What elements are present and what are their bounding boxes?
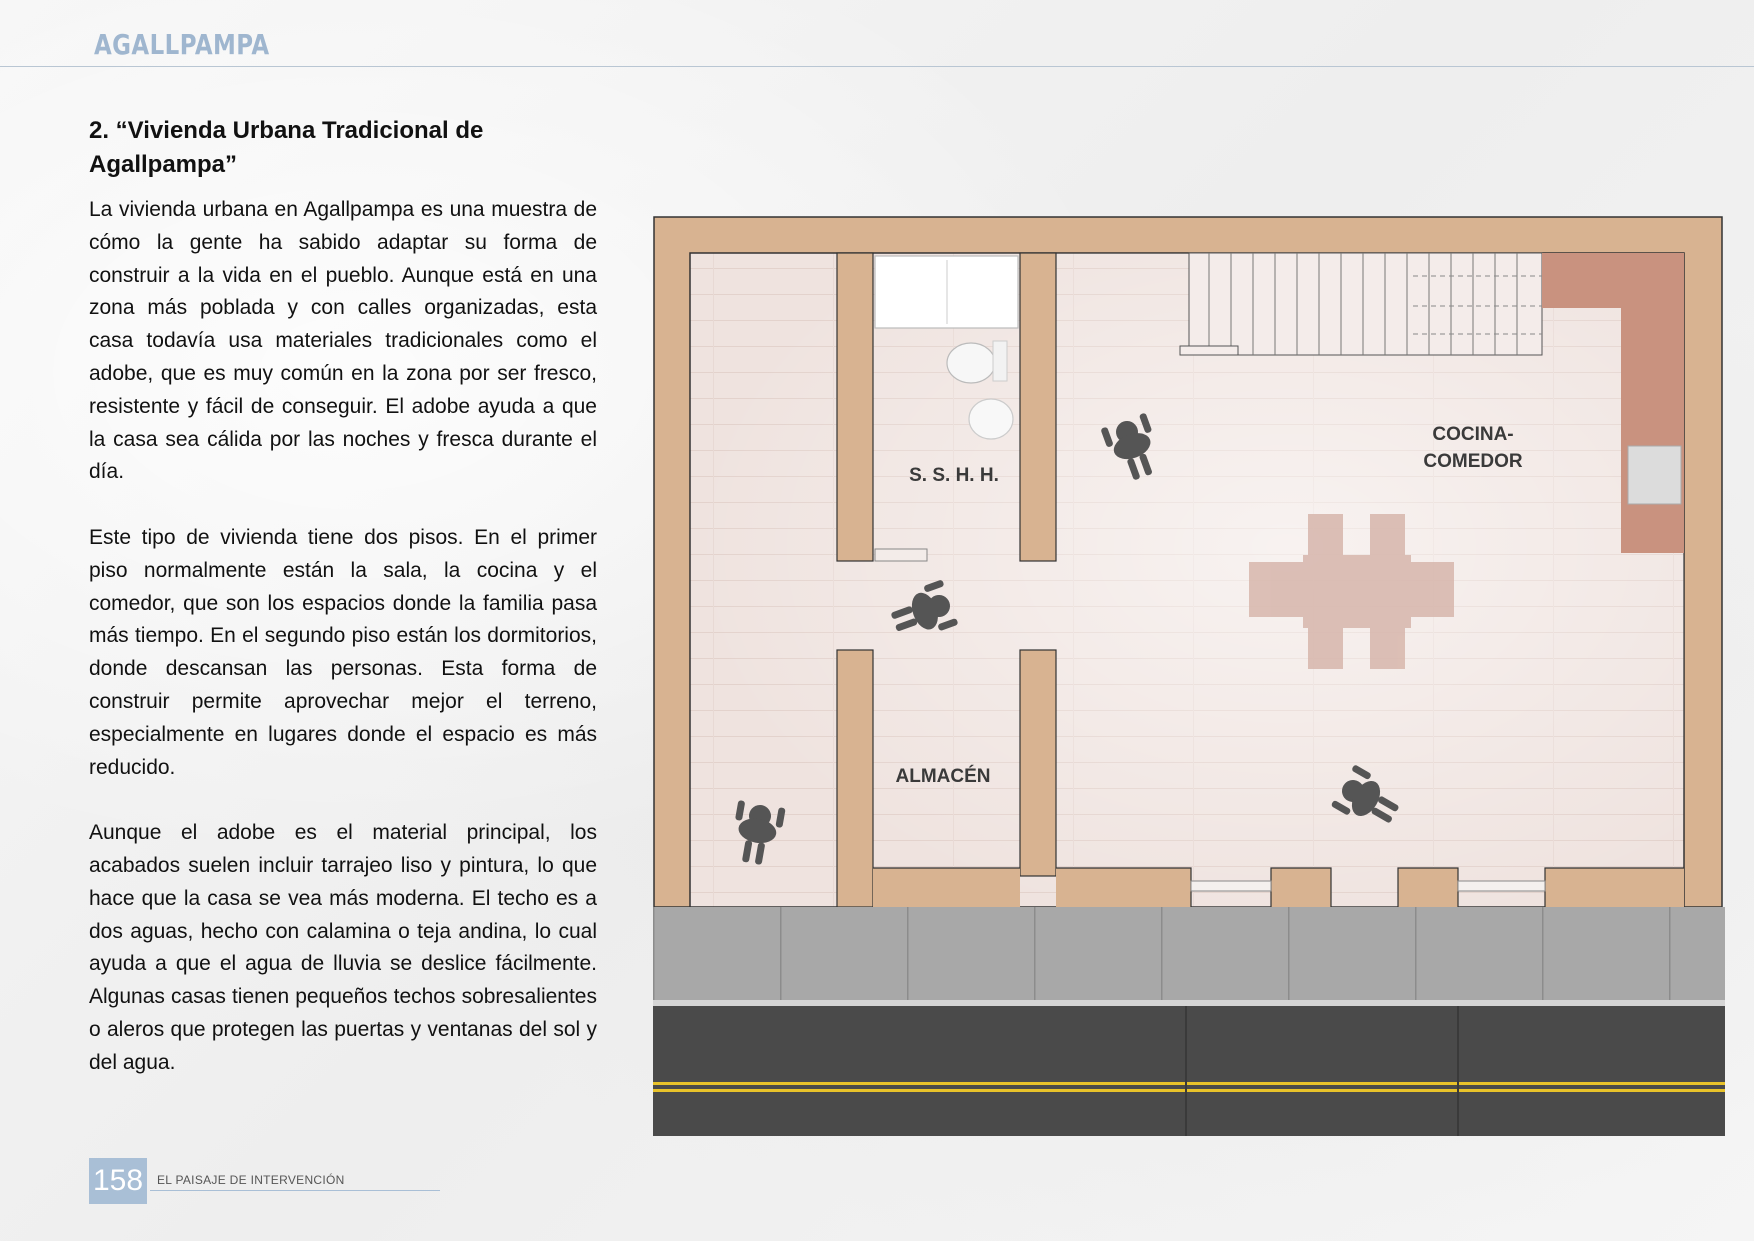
floor-plan-svg [653, 216, 1725, 1136]
header-brand: AGALLPAMPA [94, 28, 270, 61]
wall-segment [873, 868, 1020, 907]
paragraph: La vivienda urbana en Agallpampa es una muestra de cómo la gente ha sabido adaptar su forma de construir a la vida en el pueblo. Aunque está en una zona más poblada y con calles organizadas, esta casa todavía usa materiales tradicionales como el adobe, que es muy común en la zona por ser fresco, resistente y fácil de conseguir. El adobe ayuda a que la casa sea cálida por las noches y fresca durante el día. [89, 198, 597, 484]
wall-segment [1271, 868, 1331, 907]
room-label-bathroom: S. S. H. H. [909, 465, 999, 486]
room-label-kitchen-line-1: COCINA- [1432, 424, 1514, 445]
staircase [1180, 253, 1542, 355]
paragraph: Este tipo de vivienda tiene dos pisos. En el primer piso normalmente están la sala, la cocina y el comedor, que son los espacios donde la familia pasa más tiempo. En el segundo piso están los dormitorios, donde descansan las personas. Esta forma de construir permite aprovechar mejor el terreno, especialmente en lugares donde el espacio es más reducido. [89, 525, 597, 779]
wall-segment [837, 650, 873, 907]
window [1191, 881, 1271, 891]
window [1458, 881, 1545, 891]
room-label-storage: ALMACÉN [895, 766, 991, 787]
wall-segment [1020, 253, 1056, 561]
page-number: 158 [89, 1158, 147, 1204]
wall-segment [1056, 868, 1191, 907]
road-centerline [653, 1082, 1725, 1085]
wall-segment [1398, 868, 1458, 907]
header-divider [0, 66, 1754, 67]
body-text [89, 194, 597, 1112]
road [653, 1006, 1725, 1136]
paragraph: Aunque el adobe es el material principal, los acabados suelen incluir tarrajeo liso y pintura, lo que hace que la casa se vea más moderna. El techo es a dos aguas, hecho con calamina o teja andina, lo cual ayuda a que el agua de lluvia se deslice fácilmente. Algunas casas tienen pequeños techos sobresalientes o aleros que protegen las puertas y ventanas del sol y del agua. [89, 821, 597, 1074]
section-title-line-2: Agallpampa” [89, 151, 238, 178]
room-label-kitchen-line-2: COMEDOR [1423, 451, 1523, 472]
section-title-line-1: 2. “Vivienda Urbana Tradicional de [89, 117, 484, 144]
footer-divider [150, 1190, 440, 1191]
toilet [947, 343, 995, 383]
wall-segment [837, 253, 873, 561]
sink [969, 399, 1013, 439]
floor-plan-drawing [653, 216, 1725, 1136]
footer-label: EL PAISAJE DE INTERVENCIÓN [157, 1173, 345, 1187]
wall-segment [1020, 650, 1056, 876]
wall-segment [1545, 868, 1684, 907]
section-title [89, 114, 609, 182]
sidewalk [653, 907, 1725, 1004]
